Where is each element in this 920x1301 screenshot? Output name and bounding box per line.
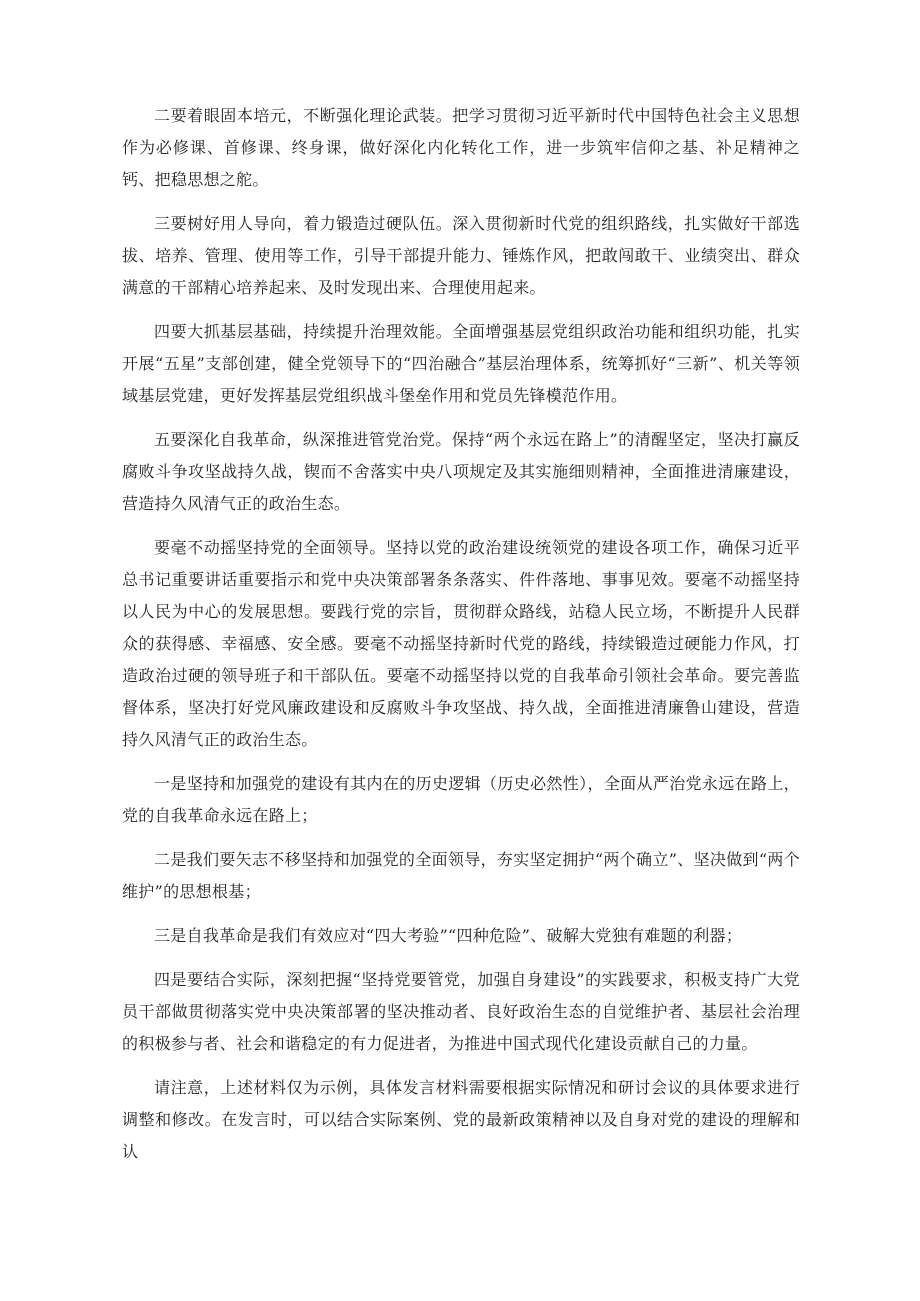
paragraph-point-two: 二是我们要矢志不移坚持和加强党的全面领导，夯实坚定拥护“两个确立”、坚决做到“两个维护”的思想根基； bbox=[122, 850, 800, 901]
document-body bbox=[122, 100, 800, 1180]
paragraph-cadre-orientation: 三要树好用人导向，着力锻造过硬队伍。深入贯彻新时代党的组织路线，扎实做好干部选拔、培养、管理、使用等工作，引导干部提升能力、锤炼作风，把敢闯敢干、业绩突出、群众满意的干部精心培养起来、及时发现出来、合理使用起来。 bbox=[122, 214, 800, 297]
paragraph-theory-armament: 二要着眼固本培元，不断强化理论武装。把学习贯彻习近平新时代中国特色社会主义思想作为必修课、首修课、终身课，做好深化内化转化工作，进一步筑牢信仰之基、补足精神之钙、把稳思想之舵。 bbox=[122, 106, 800, 189]
paragraph-point-one: 一是坚持和加强党的建设有其内在的历史逻辑（历史必然性），全面从严治党永远在路上，党的自我革命永远在路上； bbox=[122, 774, 800, 825]
paragraph-party-leadership: 要毫不动摇坚持党的全面领导。坚持以党的政治建设统领党的建设各项工作，确保习近平总书记重要讲话重要指示和党中央决策部署条条落实、件件落地、事事见效。要毫不动摇坚持以人民为中心的发展思想。要践行党的宗旨，贯彻群众路线，站稳人民立场，不断提升人民群众的获得感、幸福感、安全感。要毫不动摇坚持新时代党的路线，持续锻造过硬能力作风，打造政治过硬的领导班子和干部队伍。要毫不动摇坚持以党的自我革命引领社会革命。要完善监督体系，坚决打好党风廉政建设和反腐败斗争攻坚战、持久战，全面推进清廉鲁山建设，营造持久风清气正的政治生态。 bbox=[122, 538, 800, 749]
paragraph-point-four: 四是要结合实际，深刻把握“坚持党要管党，加强自身建设”的实践要求，积极支持广大党员干部做贯彻落实党中央决策部署的坚决推动者、良好政治生态的自觉维护者、基层社会治理的积极参与者、社会和谐稳定的有力促进者，为推进中国式现代化建设贡献自己的力量。 bbox=[122, 970, 800, 1053]
paragraph-grassroots-governance: 四要大抓基层基础，持续提升治理效能。全面增强基层党组织政治功能和组织功能，扎实开展“五星”支部创建，健全党领导下的“四治融合”基层治理体系，统筹抓好“三新”、机关等领域基层党建，更好发挥基层党组织战斗堡垒作用和党员先锋模范作用。 bbox=[122, 322, 800, 405]
paragraph-self-revolution: 五要深化自我革命，纵深推进管党治党。保持“两个永远在路上”的清醒坚定，坚决打赢反腐败斗争攻坚战持久战，锲而不舍落实中央八项规定及其实施细则精神，全面推进清廉建设，营造持久风清气正的政治生态。 bbox=[122, 430, 800, 513]
paragraph-point-three: 三是自我革命是我们有效应对“四大考验”“四种危险”、破解大党独有难题的利器； bbox=[154, 926, 743, 945]
paragraph-note: 请注意，上述材料仅为示例，具体发言材料需要根据实际情况和研讨会议的具体要求进行调整和修改。在发言时，可以结合实际案例、党的最新政策精神以及自身对党的建设的理解和认 bbox=[122, 1078, 800, 1161]
